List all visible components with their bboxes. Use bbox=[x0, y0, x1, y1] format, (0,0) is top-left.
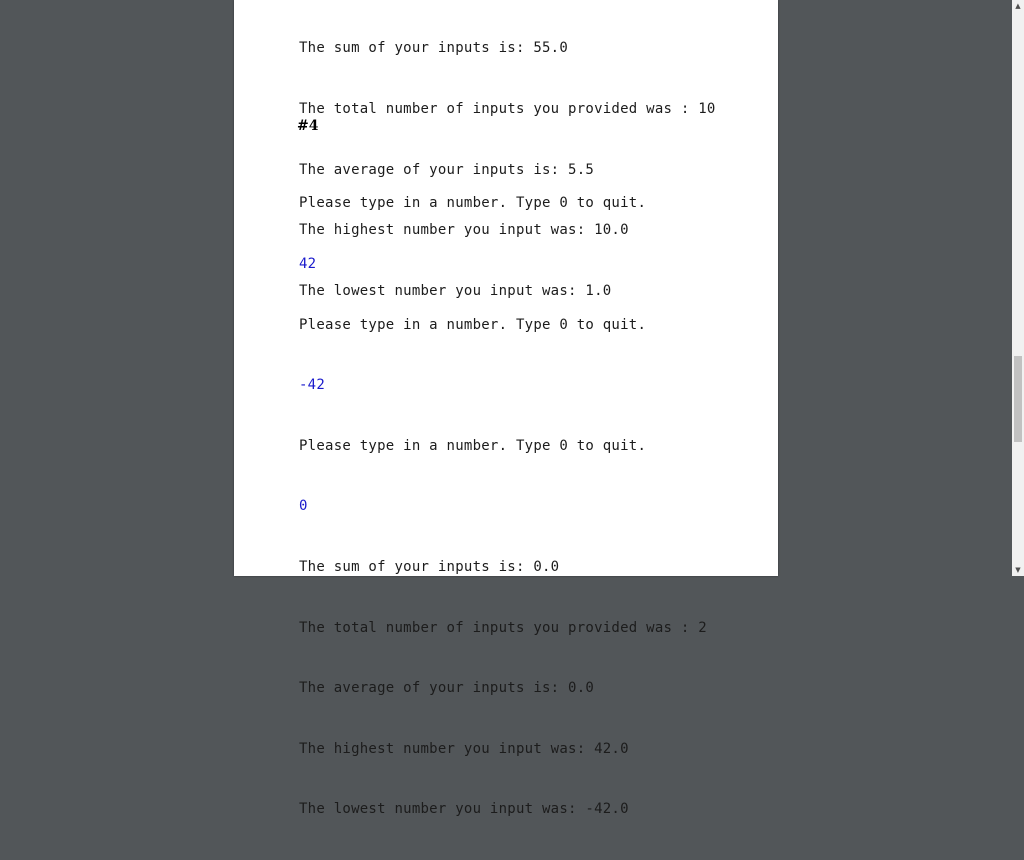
section-heading: #4 bbox=[297, 118, 319, 134]
output-line: The highest number you input was: 10.0 bbox=[299, 222, 629, 239]
session-block bbox=[299, 153, 707, 860]
output-line: The sum of your inputs is: 0.0 bbox=[299, 558, 560, 575]
scroll-down-icon[interactable]: ▼ bbox=[1015, 566, 1021, 574]
input-line: -42 bbox=[299, 377, 326, 394]
vertical-scrollbar[interactable] bbox=[1012, 0, 1024, 576]
input-line: 0 bbox=[299, 498, 308, 515]
prompt-line: Please type in a number. Type 0 to quit. bbox=[299, 195, 647, 212]
output-line: The lowest number you input was: 1.0 bbox=[299, 282, 612, 299]
output-line: The lowest number you input was: -42.0 bbox=[299, 801, 629, 818]
prompt-line: Please type in a number. Type 0 to quit. bbox=[299, 437, 647, 454]
output-line: The sum of your inputs is: 55.0 bbox=[299, 40, 569, 57]
output-line: The average of your inputs is: 5.5 bbox=[299, 161, 595, 178]
document-page bbox=[234, 0, 778, 818]
scroll-up-icon[interactable]: ▲ bbox=[1015, 2, 1021, 10]
output-line: The total number of inputs you provided was : 10 bbox=[299, 101, 716, 117]
output-line: The average of your inputs is: 0.0 bbox=[299, 680, 595, 697]
output-line: The total number of inputs you provided was : 2 bbox=[299, 619, 707, 636]
input-line: 42 bbox=[299, 256, 317, 272]
scroll-thumb[interactable] bbox=[1014, 356, 1022, 442]
prompt-line: Please type in a number. Type 0 to quit. bbox=[299, 316, 647, 333]
output-line: The highest number you input was: 42.0 bbox=[299, 740, 629, 757]
